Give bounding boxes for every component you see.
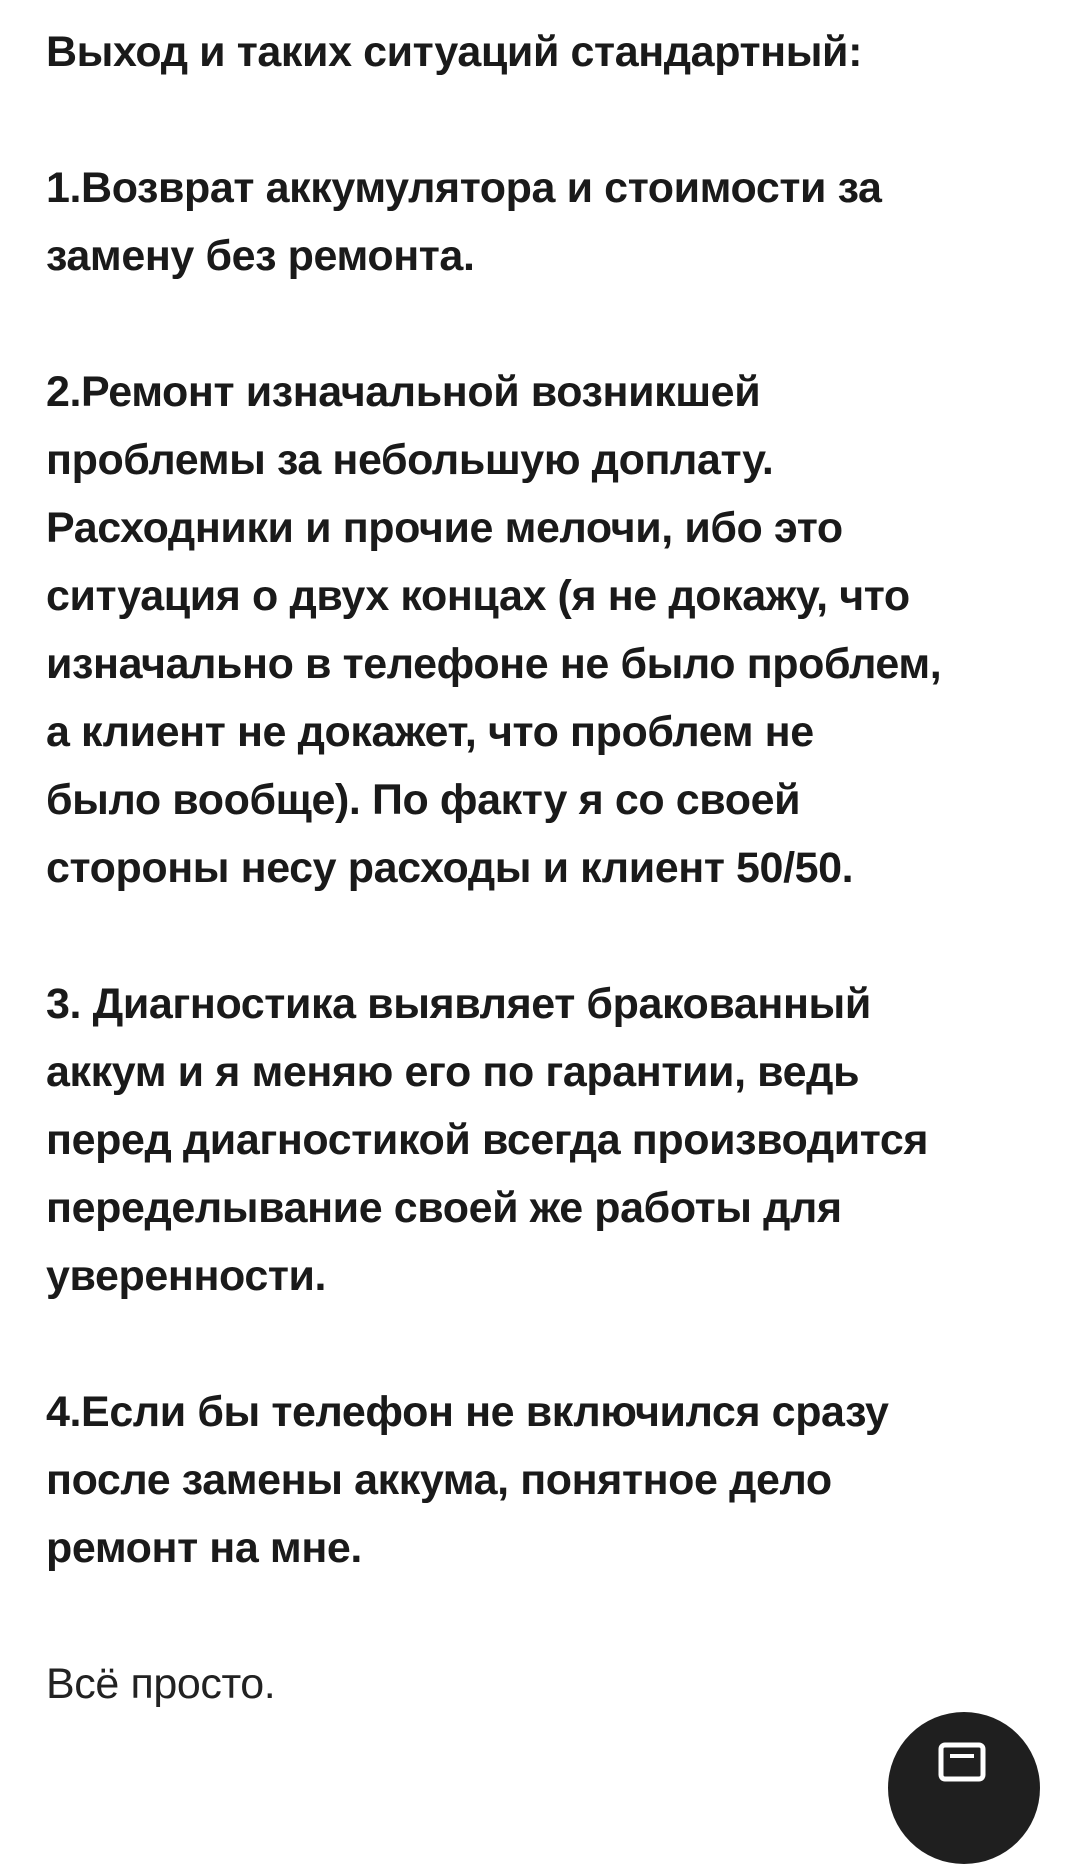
item-2-line-4: ситуация о двух концах (я не докажу, что	[46, 572, 910, 620]
item-2-line-6: а клиент не докажет, что проблем не	[46, 708, 814, 756]
item-2-line-5: изначально в телефоне не было проблем,	[46, 640, 942, 688]
item-3-line-5: уверенности.	[46, 1252, 327, 1300]
document-icon	[938, 1742, 986, 1782]
item-2-line-3: Расходники и прочие мелочи, ибо это	[46, 504, 843, 552]
item-2-line-7: было вообще). По факту я со своей	[46, 776, 801, 824]
item-3-line-4: переделывание своей же работы для	[46, 1184, 842, 1232]
item-1-line-1: 1.Возврат аккумулятора и стоимости за	[46, 164, 882, 212]
item-3-line-2: аккум и я меняю его по гарантии, ведь	[46, 1048, 860, 1096]
closing-text: Всё просто.	[46, 1660, 276, 1708]
floating-action-button[interactable]	[888, 1712, 1040, 1864]
item-2-line-8: стороны несу расходы и клиент 50/50.	[46, 844, 854, 892]
item-4-line-1: 4.Если бы телефон не включился сразу	[46, 1388, 889, 1436]
post-body	[46, 18, 1046, 1718]
paragraph-gap	[46, 1310, 1046, 1378]
item-2-line-2: проблемы за небольшую доплату.	[46, 436, 774, 484]
item-3-line-1: 3. Диагностика выявляет бракованный	[46, 980, 871, 1028]
item-4-line-2: после замены аккума, понятное дело	[46, 1456, 832, 1504]
item-2-line-1: 2.Ремонт изначальной возникшей	[46, 368, 761, 416]
item-4-line-3: ремонт на мне.	[46, 1524, 362, 1572]
post-heading: Выход и таких ситуаций стандартный:	[46, 28, 862, 76]
paragraph-gap	[46, 1582, 1046, 1650]
paragraph-gap	[46, 86, 1046, 154]
paragraph-gap	[46, 290, 1046, 358]
item-3-line-3: перед диагностикой всегда производится	[46, 1116, 929, 1164]
item-1-line-2: замену без ремонта.	[46, 232, 475, 280]
paragraph-gap	[46, 902, 1046, 970]
